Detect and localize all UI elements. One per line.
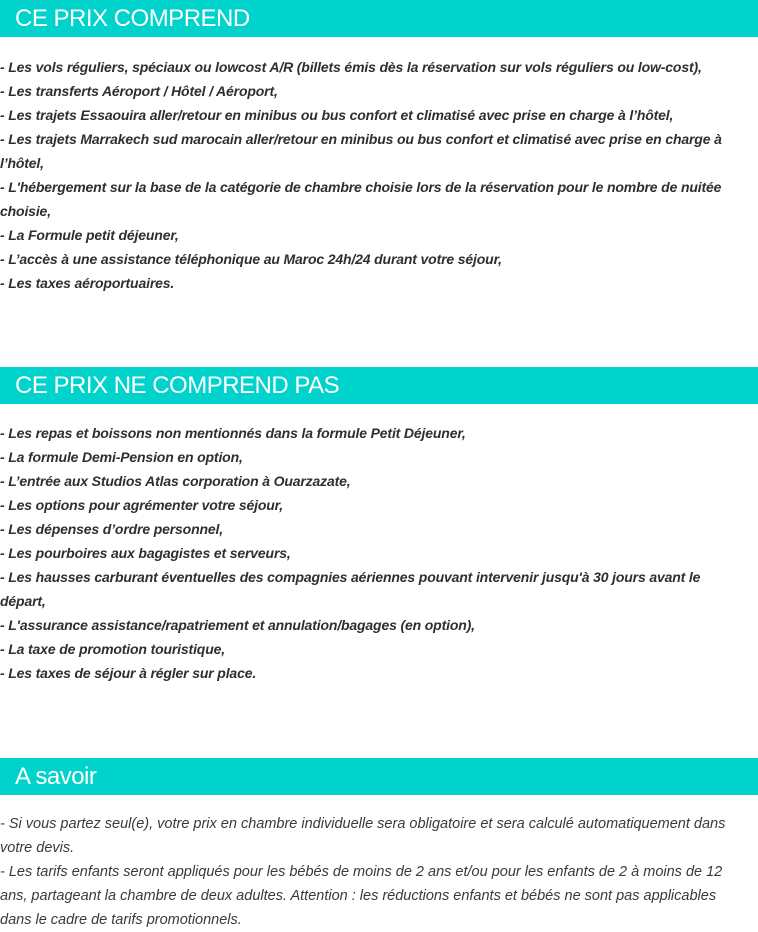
list-item: - Les tarifs enfants seront appliqués pour les bébés de moins de 2 ans et/ou pour les enfants de 2 à moins de 12 ans, partageant la chambre de deux adultes. Attention : les réductions enfants et bébés ne sont pas applicables dans le cadre de tarifs promotionnels. [0, 864, 723, 928]
list-item: - Les options pour agrémenter votre séjour, [0, 497, 283, 513]
section-info [0, 758, 758, 932]
list-item: - L'assurance assistance/rapatriement et annulation/bagages (en option), [0, 617, 475, 633]
section-excludes [0, 367, 758, 685]
section-includes [0, 0, 758, 295]
includes-list [0, 55, 758, 295]
list-item: - Les repas et boissons non mentionnés dans la formule Petit Déjeuner, [0, 425, 466, 441]
section-header-includes [0, 0, 758, 37]
list-item: - L'hébergement sur la base de la catégorie de chambre choisie lors de la réservation pour le nombre de nuitée choisie, [0, 179, 722, 219]
list-item: - Si vous partez seul(e), votre prix en chambre individuelle sera obligatoire et sera calculé automatiquement dans votre devis. [0, 816, 726, 856]
section-header-info [0, 758, 758, 795]
list-item: - La formule Demi-Pension en option, [0, 449, 243, 465]
list-item: - Les pourboires aux bagagistes et serveurs, [0, 545, 291, 561]
list-item: - L’entrée aux Studios Atlas corporation à Ouarzazate, [0, 473, 351, 489]
list-item: - Les taxes de séjour à régler sur place. [0, 665, 257, 681]
section-header-excludes [0, 367, 758, 404]
section-title-includes: CE PRIX COMPREND [15, 4, 250, 32]
section-title-excludes: CE PRIX NE COMPREND PAS [15, 371, 340, 399]
list-item: - Les trajets Essaouira aller/retour en minibus ou bus confort et climatisé avec prise en charge à l’hôtel, [0, 107, 674, 123]
list-item: - Les transferts Aéroport / Hôtel / Aéroport, [0, 83, 278, 99]
list-item: - Les hausses carburant éventuelles des compagnies aériennes pouvant intervenir jusqu'à 30 jours avant le départ, [0, 569, 701, 609]
list-item: - L’accès à une assistance téléphonique au Maroc 24h/24 durant votre séjour, [0, 251, 502, 267]
list-item: - La taxe de promotion touristique, [0, 641, 225, 657]
list-item: - La Formule petit déjeuner, [0, 227, 179, 243]
excludes-list [0, 421, 758, 685]
list-item: - Les trajets Marrakech sud marocain aller/retour en minibus ou bus confort et climatisé avec prise en charge à l’hôtel, [0, 131, 722, 171]
section-title-info: A savoir [15, 762, 97, 790]
info-list [0, 812, 758, 932]
list-item: - Les dépenses d’ordre personnel, [0, 521, 224, 537]
list-item: - Les vols réguliers, spéciaux ou lowcost A/R (billets émis dès la réservation sur vols réguliers ou low-cost), [0, 59, 702, 75]
list-item: - Les taxes aéroportuaires. [0, 275, 175, 291]
